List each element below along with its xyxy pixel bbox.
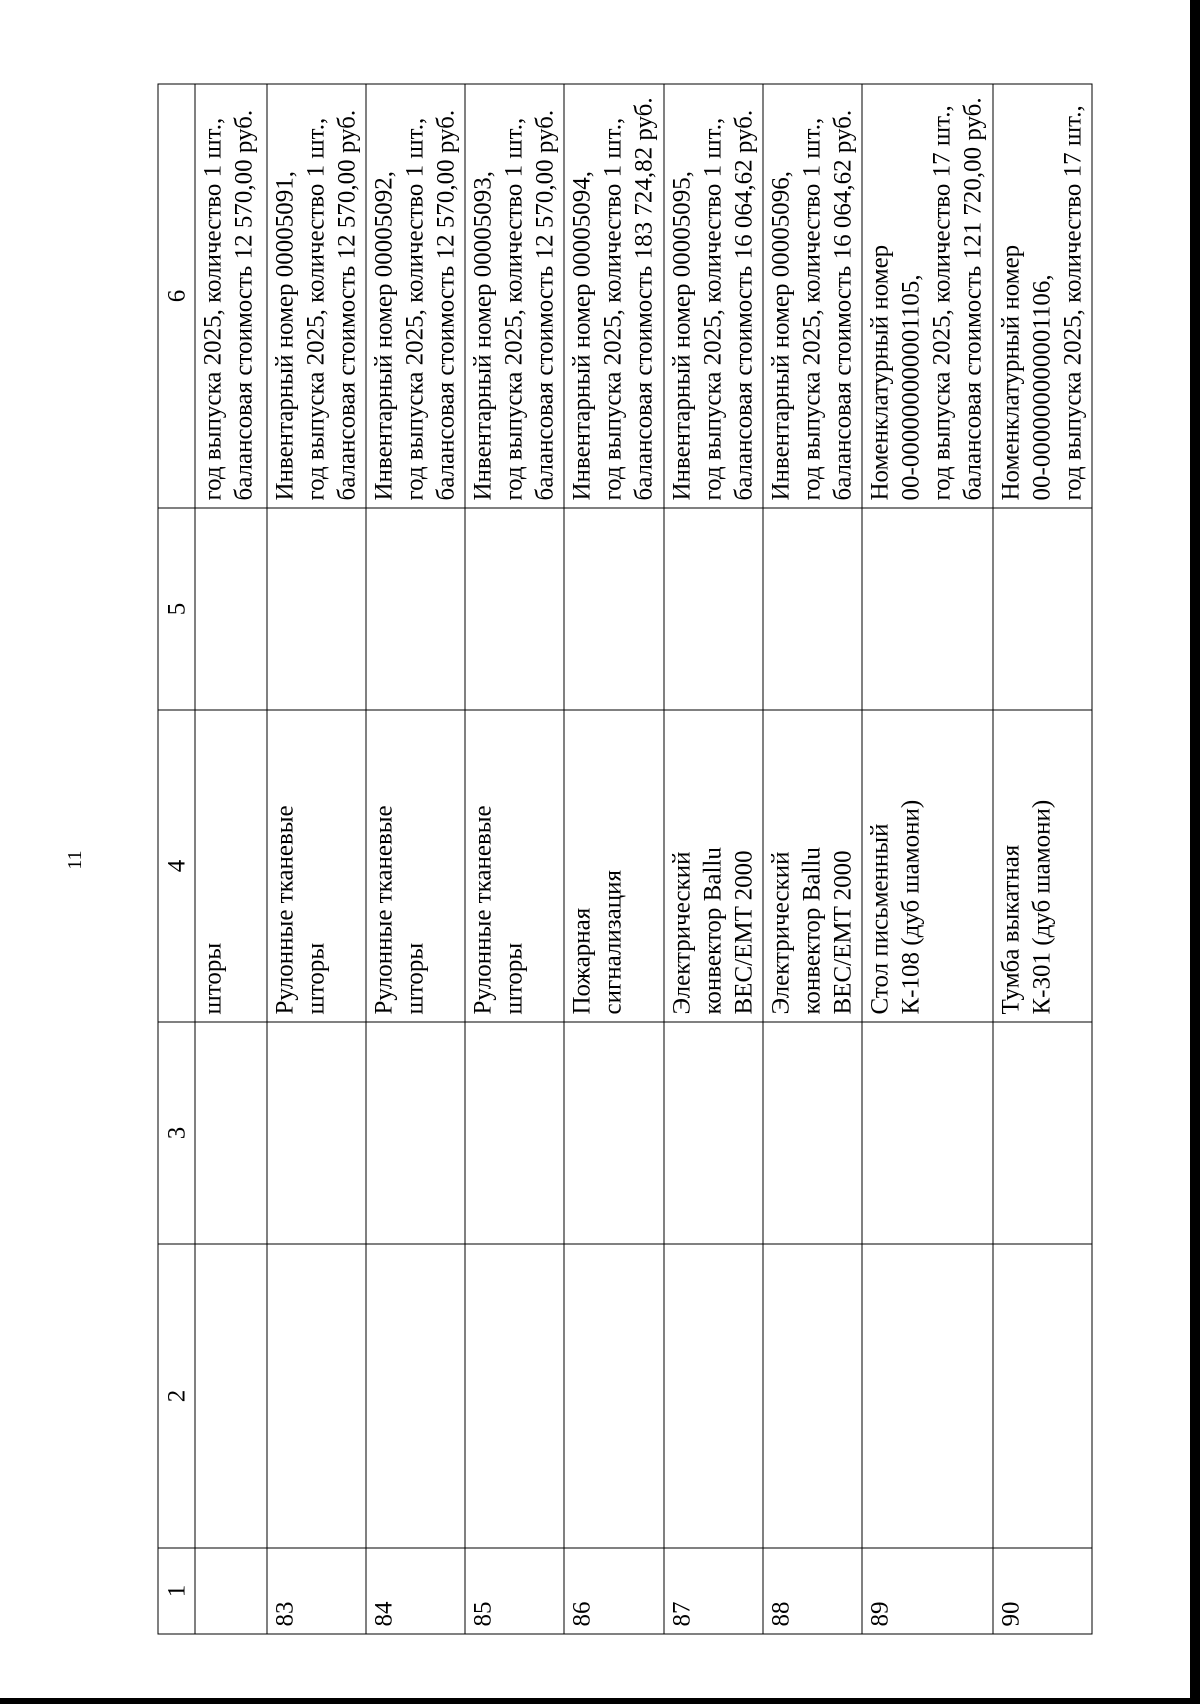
cell-item-details (763, 84, 862, 508)
detail-line: год выпуска 2025, количество 1 шт., (798, 117, 826, 501)
detail-line: Инвентарный номер 00005094, (568, 170, 596, 501)
cell-col-5 (267, 508, 366, 710)
detail-line: 00-000000000001106, (1028, 274, 1056, 501)
detail-line: год выпуска 2025, количество 1 шт., (699, 117, 727, 501)
cell-number: 83 (267, 1548, 366, 1634)
cell-item-details (366, 84, 465, 508)
cell-col-3 (465, 1022, 564, 1244)
table-row (763, 84, 862, 1634)
header-col-6: 6 (158, 84, 195, 508)
cell-item-details (862, 84, 993, 508)
cell-col-5 (564, 508, 663, 710)
table-row-continuation (195, 84, 267, 1634)
detail-line: балансовая стоимость 12 570,00 руб. (333, 109, 361, 501)
item-name-line: сигнализация (599, 869, 627, 1015)
item-name-line: шторы (401, 942, 429, 1015)
cell-col-3 (267, 1022, 366, 1244)
item-name-line: шторы (500, 942, 528, 1015)
cell-number (195, 1548, 267, 1634)
item-name-line: Рулонные тканевые (271, 805, 299, 1015)
item-name-line: Электрический (767, 851, 795, 1015)
cell-col-2 (195, 1244, 267, 1548)
detail-line: год выпуска 2025, количество 17 шт., (928, 105, 956, 501)
cell-col-2 (664, 1244, 763, 1548)
cell-number: 87 (664, 1548, 763, 1634)
cell-item-name (862, 710, 993, 1022)
cell-item-name (366, 710, 465, 1022)
header-col-1: 1 (158, 1548, 195, 1634)
item-name-line: К-108 (дуб шамони) (897, 799, 925, 1015)
cell-item-name (267, 710, 366, 1022)
detail-line: Инвентарный номер 00005095, (668, 170, 696, 501)
cell-col-2 (465, 1244, 564, 1548)
table-row (564, 84, 663, 1634)
table-row (465, 84, 564, 1634)
header-col-2: 2 (158, 1244, 195, 1548)
cell-col-5 (862, 508, 993, 710)
cell-col-5 (195, 508, 267, 710)
detail-line: год выпуска 2025, количество 1 шт., (500, 117, 528, 501)
scan-edge-bottom (0, 1698, 1200, 1704)
cell-col-3 (366, 1022, 465, 1244)
cell-col-5 (366, 508, 465, 710)
detail-line: Инвентарный номер 00005093, (469, 170, 497, 501)
cell-item-name (664, 710, 763, 1022)
cell-col-2 (993, 1244, 1092, 1548)
cell-col-2 (564, 1244, 663, 1548)
cell-col-5 (993, 508, 1092, 710)
header-col-5: 5 (158, 508, 195, 710)
cell-number: 88 (763, 1548, 862, 1634)
cell-item-details (465, 84, 564, 508)
cell-col-5 (664, 508, 763, 710)
cell-col-3 (195, 1022, 267, 1244)
cell-col-2 (366, 1244, 465, 1548)
cell-item-name (763, 710, 862, 1022)
detail-line: балансовая стоимость 16 064,62 руб. (730, 109, 758, 501)
cell-item-details (993, 84, 1092, 508)
asset-table (158, 84, 1093, 1635)
item-name-line: Пожарная (568, 907, 596, 1015)
table-row (993, 84, 1092, 1634)
cell-number: 89 (862, 1548, 993, 1634)
item-name-line: Рулонные тканевые (469, 805, 497, 1015)
cell-col-3 (993, 1022, 1092, 1244)
cell-col-3 (664, 1022, 763, 1244)
cell-number: 84 (366, 1548, 465, 1634)
detail-line: балансовая стоимость 12 570,00 руб. (531, 109, 559, 501)
detail-line: балансовая стоимость 121 720,00 руб. (959, 97, 987, 501)
cell-number: 86 (564, 1548, 663, 1634)
cell-item-details (664, 84, 763, 508)
cell-col-2 (862, 1244, 993, 1548)
detail-line: год выпуска 2025, количество 1 шт., (599, 117, 627, 501)
table-row (862, 84, 993, 1634)
detail-line: год выпуска 2025, количество 1 шт., (199, 117, 227, 501)
detail-line: Номенклатурный номер (866, 244, 894, 501)
item-name-line: Рулонные тканевые (370, 805, 398, 1015)
header-col-4: 4 (158, 710, 195, 1022)
cell-item-name (993, 710, 1092, 1022)
detail-line: Номенклатурный номер (997, 244, 1025, 501)
cell-item-details (195, 84, 267, 508)
item-name-line: конвектор Ballu (798, 847, 826, 1015)
table-row (366, 84, 465, 1634)
detail-line: год выпуска 2025, количество 17 шт., (1059, 105, 1087, 501)
cell-number: 90 (993, 1548, 1092, 1634)
cell-col-2 (267, 1244, 366, 1548)
table-body (195, 84, 1092, 1634)
cell-col-5 (465, 508, 564, 710)
cell-item-name (465, 710, 564, 1022)
cell-col-5 (763, 508, 862, 710)
cell-item-name: шторы (195, 710, 267, 1022)
page-number: 11 (63, 850, 86, 870)
table-row (664, 84, 763, 1634)
detail-line: год выпуска 2025, количество 1 шт., (401, 117, 429, 501)
item-name-line: К-301 (дуб шамони) (1028, 799, 1056, 1015)
detail-line: 00-000000000001105, (897, 274, 925, 501)
cell-item-details (267, 84, 366, 508)
detail-line: Инвентарный номер 00005092, (370, 170, 398, 501)
detail-line: балансовая стоимость 12 570,00 руб. (230, 109, 258, 501)
header-row (158, 84, 195, 1634)
item-name-line: Электрический (668, 851, 696, 1015)
cell-col-3 (564, 1022, 663, 1244)
item-name-line: конвектор Ballu (699, 847, 727, 1015)
cell-number: 85 (465, 1548, 564, 1634)
scan-edge-right (1190, 0, 1200, 1704)
cell-item-details (564, 84, 663, 508)
cell-col-2 (763, 1244, 862, 1548)
detail-line: балансовая стоимость 16 064,62 руб. (829, 109, 857, 501)
detail-line: Инвентарный номер 00005091, (271, 170, 299, 501)
item-name-line: BEC/EMT 2000 (829, 850, 857, 1015)
item-name-line: Тумба выкатная (997, 844, 1025, 1015)
cell-col-3 (862, 1022, 993, 1244)
asset-table-rotated (158, 85, 1093, 1635)
item-name-line: Стол письменный (866, 823, 894, 1015)
detail-line: год выпуска 2025, количество 1 шт., (302, 117, 330, 501)
cell-col-3 (763, 1022, 862, 1244)
table-row (267, 84, 366, 1634)
cell-item-name (564, 710, 663, 1022)
detail-line: балансовая стоимость 12 570,00 руб. (432, 109, 460, 501)
item-name-line: BEC/EMT 2000 (730, 850, 758, 1015)
header-col-3: 3 (158, 1022, 195, 1244)
detail-line: Инвентарный номер 00005096, (767, 170, 795, 501)
detail-line: балансовая стоимость 183 724,82 руб. (630, 97, 658, 501)
item-name-line: шторы (302, 942, 330, 1015)
